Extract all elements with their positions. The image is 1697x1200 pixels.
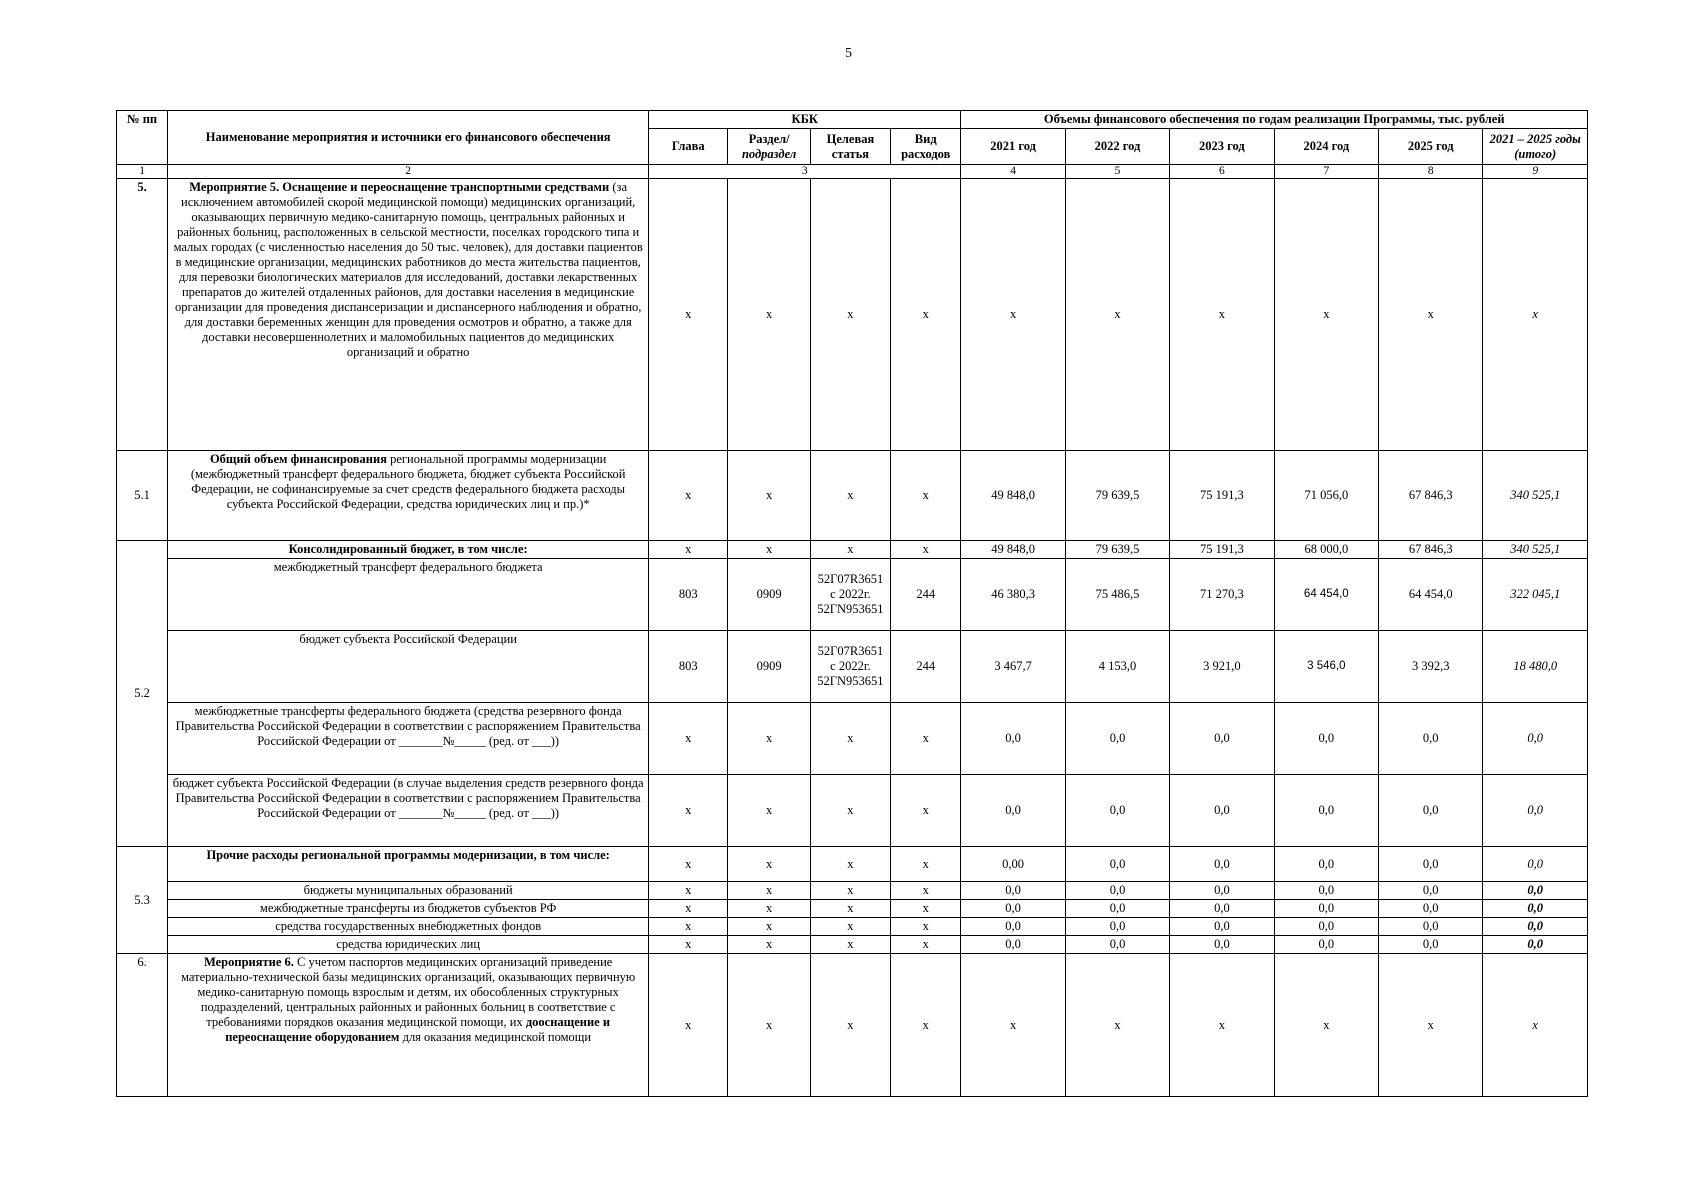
table-row: бюджет субъекта Российской Федерации 803 0909 52Г07R3651 с 2022г. 52ГN953651 244 3 467,7 4 153,0 3 921,0 3 546,0 3 392,3 18 480,0 xyxy=(117,631,1588,703)
table-row: бюджет субъекта Российской Федерации (в случае выделения средств резервного фонда Правительства Российской Федерации в соответствии с распоряжением Правительства Российской Федерации от _______№_____ (ред. от ___)) х х х х 0,0 0,0 0,0 0,0 0,0 0,0 xyxy=(117,775,1588,847)
table-row: средства юридических лиц х х х х 0,0 0,0 0,0 0,0 0,0 0,0 xyxy=(117,936,1588,954)
table-row: межбюджетный трансферт федерального бюджета 803 0909 52Г07R3651 с 2022г. 52ГN953651 244 46 380,3 75 486,5 71 270,3 64 454,0 64 454,0 322 045,1 xyxy=(117,559,1588,631)
celevaya-cell: 52Г07R3651 с 2022г. 52ГN953651 xyxy=(810,631,890,703)
header-finance: Объемы финансового обеспечения по годам реализации Программы, тыс. рублей xyxy=(961,111,1588,129)
header-vid: Вид расходов xyxy=(891,129,961,165)
row-number: 5.2 xyxy=(117,541,168,847)
header-total: 2021 – 2025 годы (итого) xyxy=(1483,129,1588,165)
header-razdel: Раздел/ подраздел xyxy=(728,129,810,165)
table-row: межбюджетные трансферты федерального бюджета (средства резервного фонда Правительства Российской Федерации в соответствии с распоряжением Правительства Российской Федерации от _______№_____ (ред. от ___)) х х х х 0,0 0,0 0,0 0,0 0,0 0,0 xyxy=(117,703,1588,775)
row-title: Консолидированный бюджет, в том числе: xyxy=(168,541,649,559)
header-kbk: КБК xyxy=(649,111,961,129)
row-title: Общий объем финансирования региональной программы модернизации (межбюджетный трансферт федерального бюджета, бюджет субъекта Российской Федерации, не софинансируемые за счет средств федерального бюджета расходы субъекта Российской Федерации, средства юридических лиц и пр.)* xyxy=(168,451,649,541)
table-row: 5. Мероприятие 5. Оснащение и переоснащение транспортными средствами (за исключением автомобилей скорой медицинской помощи) медицинских организаций, оказывающих первичную медико-санитарную помощь, центральных районных и районных больниц, расположенных в сельской местности, поселках городского типа и малых городах (с численностью населения до 50 тыс. человек), для доставки пациентов в медицинские организации, медицинских работников до места жительства пациентов, для перевозки биологических материалов для исследований, доставки лекарственных препаратов до жителей отдаленных районов, для доставки населения в медицинские организации для проведения диспансеризации и диспансерного наблюдения и обратно, для доставки беременных женщин для проведения осмотров и обратно, а также для доставки несовершеннолетних и маломобильных пациентов до медицинских организаций и обратно х х х х х х х х х х xyxy=(117,179,1588,451)
row-number: 5.3 xyxy=(117,847,168,954)
row-title: средства юридических лиц xyxy=(168,936,649,954)
table-row: 5.2 Консолидированный бюджет, в том числе: х х х х 49 848,0 79 639,5 75 191,3 68 000,0 67 846,3 340 525,1 xyxy=(117,541,1588,559)
celevaya-cell: 52Г07R3651 с 2022г. 52ГN953651 xyxy=(810,559,890,631)
row-title: бюджет субъекта Российской Федерации (в случае выделения средств резервного фонда Правительства Российской Федерации в соответствии с распоряжением Правительства Российской Федерации от _______№_____ (ред. от ___)) xyxy=(168,775,649,847)
header-2022: 2022 год xyxy=(1065,129,1169,165)
row-title: Мероприятие 5. Оснащение и переоснащение транспортными средствами (за исключением автомобилей скорой медицинской помощи) медицинских организаций, оказывающих первичную медико-санитарную помощь, центральных районных и районных больниц, расположенных в сельской местности, поселках городского типа и малых городах (с численностью населения до 50 тыс. человек), для доставки пациентов в медицинские организации, медицинских работников до места жительства пациентов, для перевозки биологических материалов для исследований, доставки лекарственных препаратов до жителей отдаленных районов, для доставки населения в медицинские организации для проведения диспансеризации и диспансерного наблюдения и обратно, для доставки беременных женщин для проведения осмотров и обратно, а также для доставки несовершеннолетних и маломобильных пациентов до медицинских организаций и обратно xyxy=(168,179,649,451)
row-title: бюджеты муниципальных образований xyxy=(168,882,649,900)
header-2021: 2021 год xyxy=(961,129,1065,165)
header-name: Наименование мероприятия и источники его финансового обеспечения xyxy=(168,111,649,165)
header-no: № пп xyxy=(117,111,168,165)
header-2023: 2023 год xyxy=(1170,129,1274,165)
row-number: 5.1 xyxy=(117,451,168,541)
row-title: межбюджетный трансферт федерального бюджета xyxy=(168,559,649,631)
table-row: межбюджетные трансферты из бюджетов субъектов РФ х х х х 0,0 0,0 0,0 0,0 0,0 0,0 xyxy=(117,900,1588,918)
row-title: средства государственных внебюджетных фондов xyxy=(168,918,649,936)
table-row: бюджеты муниципальных образований х х х х 0,0 0,0 0,0 0,0 0,0 0,0 xyxy=(117,882,1588,900)
index-row: 1 2 3 4 5 6 7 8 9 xyxy=(117,165,1588,179)
page-number: 5 xyxy=(845,46,852,61)
financing-table xyxy=(116,110,1588,1097)
table-row: 5.1 Общий объем финансирования региональной программы модернизации (межбюджетный трансферт федерального бюджета, бюджет субъекта Российской Федерации, не софинансируемые за счет средств федерального бюджета расходы субъекта Российской Федерации, средства юридических лиц и пр.)* х х х х 49 848,0 79 639,5 75 191,3 71 056,0 67 846,3 340 525,1 xyxy=(117,451,1588,541)
header-celevaya: Целевая статья xyxy=(810,129,890,165)
table-row: 5.3 Прочие расходы региональной программы модернизации, в том числе: х х х х 0,00 0,0 0,0 0,0 0,0 0,0 xyxy=(117,847,1588,882)
row-title: Мероприятие 6. С учетом паспортов медицинских организаций приведение материально-технической базы медицинских организаций, оказывающих первичную медико-санитарную помощь взрослым и детям, их обособленных структурных подразделений, центральных районных и районных больниц в соответствие с требованиями порядков оказания медицинской помощи, их дооснащение и переоснащение оборудованием для оказания медицинской помощи xyxy=(168,954,649,1097)
table-row: 6. Мероприятие 6. С учетом паспортов медицинских организаций приведение материально-технической базы медицинских организаций, оказывающих первичную медико-санитарную помощь взрослым и детям, их обособленных структурных подразделений, центральных районных и районных больниц в соответствие с требованиями порядков оказания медицинской помощи, их дооснащение и переоснащение оборудованием для оказания медицинской помощи х х х х х х х х х х xyxy=(117,954,1588,1097)
row-title: межбюджетные трансферты из бюджетов субъектов РФ xyxy=(168,900,649,918)
row-title: межбюджетные трансферты федерального бюджета (средства резервного фонда Правительства Российской Федерации в соответствии с распоряжением Правительства Российской Федерации от _______№_____ (ред. от ___)) xyxy=(168,703,649,775)
header-glava: Глава xyxy=(649,129,728,165)
row-title: Прочие расходы региональной программы модернизации, в том числе: xyxy=(168,847,649,882)
row-title: бюджет субъекта Российской Федерации xyxy=(168,631,649,703)
header-2024: 2024 год xyxy=(1274,129,1378,165)
row-number: 6. xyxy=(117,954,168,1097)
header-2025: 2025 год xyxy=(1379,129,1483,165)
row-number: 5. xyxy=(117,179,168,451)
table-row: средства государственных внебюджетных фондов х х х х 0,0 0,0 0,0 0,0 0,0 0,0 xyxy=(117,918,1588,936)
